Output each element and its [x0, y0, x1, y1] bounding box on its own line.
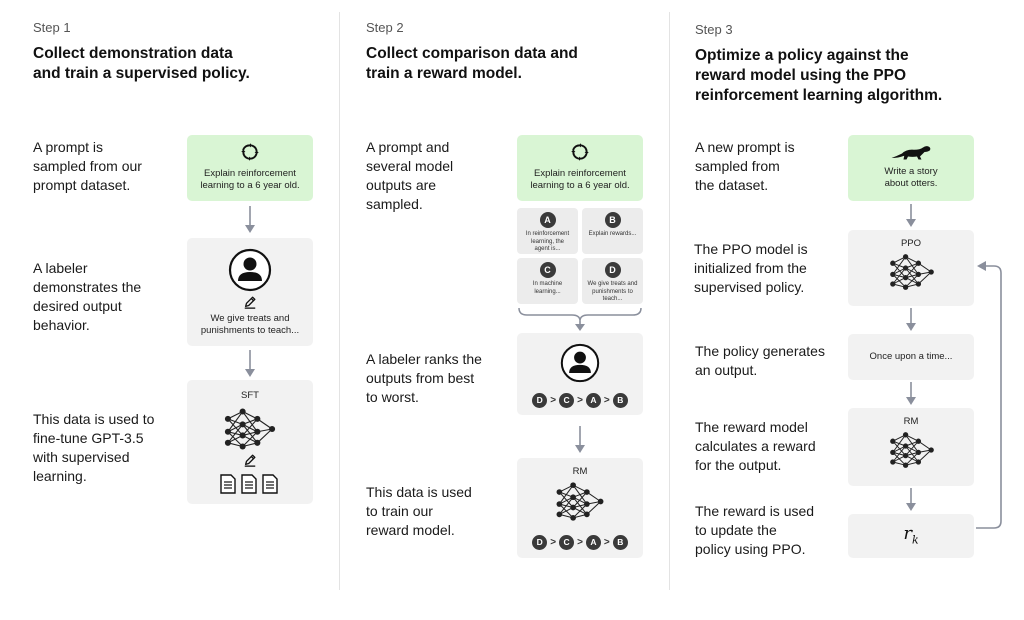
step-3-title-line-1: Optimize a policy against the	[695, 47, 909, 64]
output-text-d: We give treats and punishments to teach...	[587, 281, 638, 302]
neural-network-icon	[888, 430, 936, 470]
step-3-prompt-box	[848, 135, 974, 201]
step-1-desc-3: This data is used to fine-tune GPT-3.5 with supervised learning.	[33, 411, 155, 484]
person-icon	[228, 248, 272, 292]
output-text-b: Explain rewards...	[588, 231, 637, 237]
output-card-b	[582, 208, 643, 254]
step-1-label: Step 1	[33, 20, 71, 35]
output-card-d	[582, 258, 643, 304]
pencil-icon	[243, 453, 257, 467]
step-3-desc-4: The reward model calculates a reward for the output.	[695, 419, 816, 473]
rank-item: D	[532, 393, 547, 408]
reward-subscript: k	[911, 533, 919, 547]
neural-network-icon	[554, 480, 606, 523]
arrow-down-icon	[905, 488, 917, 512]
rank-separator: >	[603, 395, 610, 406]
rank-item: D	[532, 535, 547, 550]
step-1-demo-text: We give treats and punishments to teach...	[200, 313, 300, 336]
output-text-c: In machine learning...	[532, 281, 563, 295]
step-1-column	[0, 0, 338, 590]
step-3-desc-2: The PPO model is initialized from the supervised policy.	[694, 241, 808, 295]
step-2-rm-box	[517, 458, 643, 558]
feedback-loop-arrow-icon	[974, 258, 1008, 536]
document-icon	[220, 474, 236, 494]
sft-label: SFT	[241, 390, 259, 401]
rm-label: RM	[903, 416, 919, 427]
policy-output-text: Once upon a time...	[869, 351, 953, 362]
step-3-desc-1: A new prompt is sampled from the dataset.	[695, 139, 795, 193]
arrow-down-icon	[905, 204, 917, 228]
otter-icon	[890, 143, 932, 161]
rank-item: A	[586, 393, 601, 408]
output-letter-b: B	[605, 212, 621, 228]
person-icon	[560, 343, 600, 383]
output-letter-c: C	[540, 262, 556, 278]
step-1-title-line-2: and train a supervised policy.	[33, 65, 250, 82]
output-card-c	[517, 258, 578, 304]
step-3-title-line-3: reinforcement learning algorithm.	[695, 87, 943, 104]
step-2-title	[366, 44, 578, 84]
reward-letter: r	[903, 523, 912, 544]
brace-arrow-icon	[517, 306, 643, 332]
step-1-title	[33, 44, 250, 84]
step-1-desc-1: A prompt is sampled from our prompt dataset.	[33, 139, 142, 193]
step-1-desc-2: A labeler demonstrates the desired output behavior.	[33, 260, 142, 333]
step-3-output-box	[848, 334, 974, 380]
arrow-down-icon	[244, 350, 256, 378]
arrow-down-icon	[905, 382, 917, 406]
step-3-rm-box	[848, 408, 974, 486]
arrow-down-icon	[905, 308, 917, 332]
step-1-prompt-box	[187, 135, 313, 201]
rank-item: C	[559, 393, 574, 408]
document-icon	[241, 474, 257, 494]
output-letter-a: A	[540, 212, 556, 228]
ranking-row	[517, 393, 643, 408]
step-3-desc-5: The reward is used to update the policy using PPO.	[695, 503, 815, 557]
step-2-desc-2: A labeler ranks the outputs from best to worst.	[366, 351, 482, 405]
step-2-desc-1: A prompt and several model outputs are sampled.	[366, 139, 454, 212]
reward-symbol	[848, 523, 974, 547]
rank-item: A	[586, 535, 601, 550]
step-2-title-line-2: train a reward model.	[366, 65, 522, 82]
step-1-prompt-text: Explain reinforcement learning to a 6 year old.	[200, 168, 300, 191]
step-3-reward-box	[848, 514, 974, 558]
recycle-icon	[240, 142, 260, 162]
pencil-icon	[243, 295, 257, 309]
step-2-ranking-box	[517, 333, 643, 415]
step-3-prompt-text: Write a story about otters.	[884, 166, 938, 189]
recycle-icon	[570, 142, 590, 162]
arrow-down-icon	[244, 206, 256, 234]
step-1-title-line-1: Collect demonstration data	[33, 45, 233, 62]
step-3-title-line-2: reward model using the PPO	[695, 67, 907, 84]
step-2-desc-3: This data is used to train our reward model.	[366, 484, 472, 538]
step-2-column	[340, 0, 668, 590]
rank-separator: >	[603, 537, 610, 548]
ranking-row	[517, 535, 643, 550]
rank-item: B	[613, 393, 628, 408]
neural-network-icon	[222, 406, 278, 452]
step-1-sft-box	[187, 380, 313, 504]
output-card-a	[517, 208, 578, 254]
step-3-desc-3: The policy generates an output.	[695, 343, 825, 378]
step-2-label: Step 2	[366, 20, 404, 35]
neural-network-icon	[888, 252, 936, 292]
step-2-prompt-box	[517, 135, 643, 201]
document-icon	[262, 474, 278, 494]
rank-item: C	[559, 535, 574, 550]
rank-separator: >	[550, 395, 557, 406]
rm-label: RM	[572, 466, 588, 477]
arrow-down-icon	[574, 426, 586, 454]
step-3-column	[670, 0, 1024, 590]
step-3-title	[695, 46, 942, 106]
rank-separator: >	[577, 395, 583, 406]
rank-item: B	[613, 535, 628, 550]
output-letter-d: D	[605, 262, 621, 278]
step-2-prompt-text: Explain reinforcement learning to a 6 year old.	[530, 168, 630, 191]
step-1-labeler-box	[187, 238, 313, 346]
step-3-ppo-box	[848, 230, 974, 306]
step-2-title-line-1: Collect comparison data and	[366, 45, 578, 62]
rank-separator: >	[550, 537, 557, 548]
rank-separator: >	[577, 537, 583, 548]
ppo-label: PPO	[900, 238, 922, 249]
step-3-label: Step 3	[695, 22, 733, 37]
output-text-a: In reinforcement learning, the agent is...	[525, 231, 570, 252]
